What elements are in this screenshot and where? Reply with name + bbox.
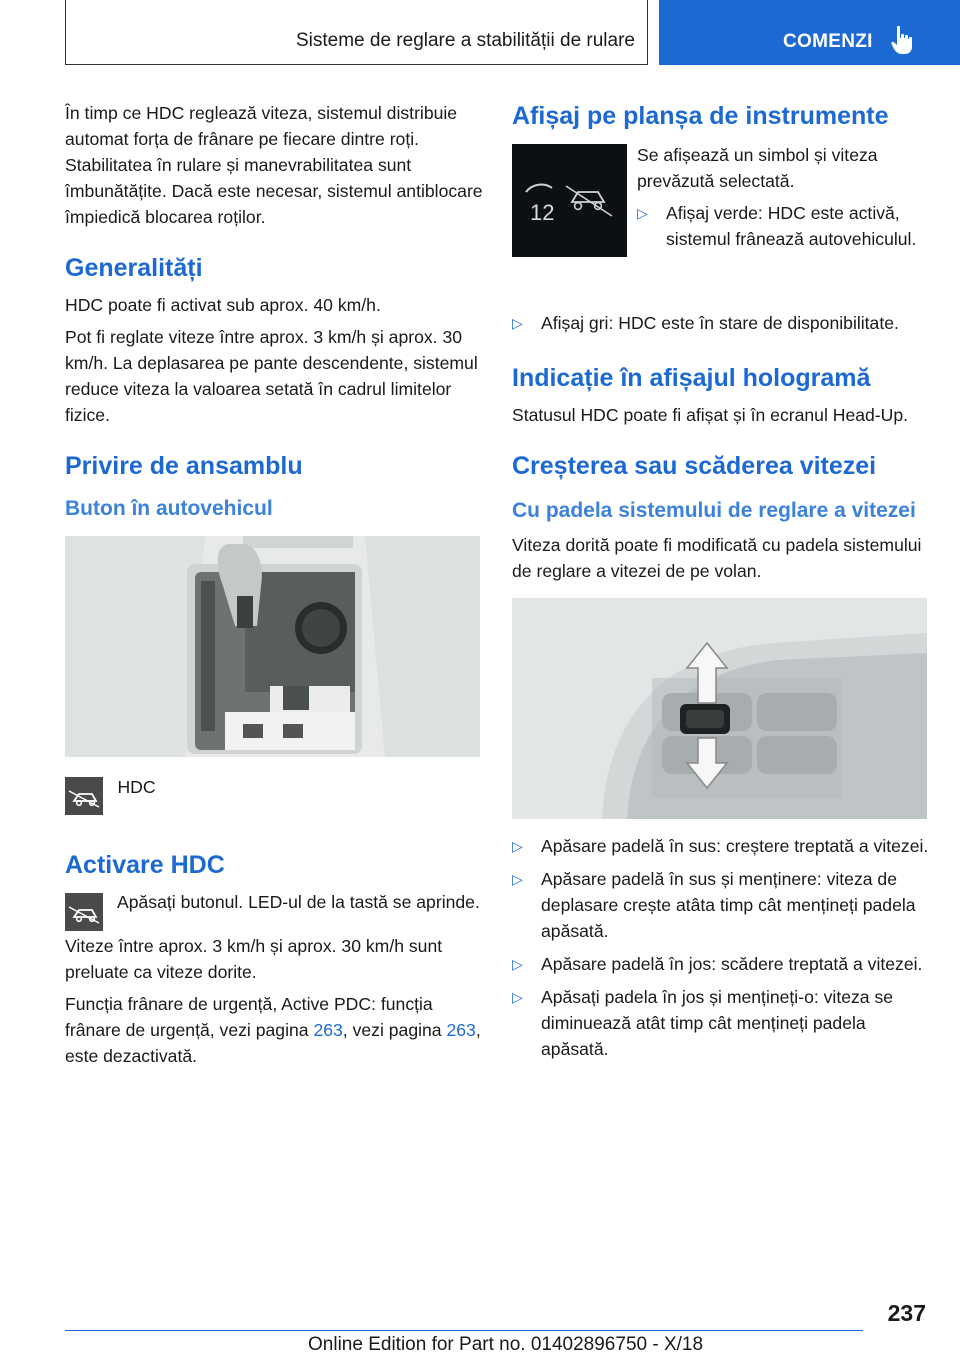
triangle-bullet-icon: ▷	[512, 871, 523, 887]
speed-heading: Creșterea sau scăderea vitezei	[512, 452, 877, 480]
activate-step	[65, 889, 483, 933]
hdc-label: HDC	[117, 777, 156, 797]
triangle-bullet-icon: ▷	[512, 989, 523, 1005]
chapter-label: COMENZI	[783, 31, 873, 52]
activate-paragraph-1: Apăsați butonul. LED-ul de la tastă se aprinde.	[117, 892, 480, 912]
display-paragraph-1: Se afișează un simbol și viteza prevăzută selectată.	[637, 145, 878, 191]
hdc-button-legend	[65, 777, 483, 817]
chapter-tab[interactable]	[659, 0, 960, 65]
triangle-bullet-icon: ▷	[512, 956, 523, 972]
footer-divider	[65, 1330, 863, 1331]
activate-heading: Activare HDC	[65, 851, 225, 879]
list-item: ▷ Afișaj gri: HDC este în stare de disponibilitate.	[512, 310, 930, 336]
general-paragraph-1: HDC poate fi activat sub aprox. 40 km/h.	[65, 295, 381, 315]
list-item: ▷ Apăsați padela în jos și mențineți-o: viteza se diminuează atât timp cât mențineți padela apăsată.	[512, 984, 930, 1062]
hdc-button-icon	[65, 893, 103, 931]
overview-heading: Privire de ansamblu	[65, 452, 303, 480]
display-block	[512, 142, 930, 310]
section-header	[65, 0, 648, 65]
activate-paragraph-3: Funcția frânare de urgență, Active PDC: funcția frânare de urgență, vezi pagina 263, vezi pagina 263, este dezactivată.	[65, 994, 481, 1066]
steering-wheel-paddle-photo	[512, 598, 927, 819]
instrument-cluster-symbol	[512, 144, 627, 257]
display-bullet-list-top	[637, 200, 930, 252]
intro-paragraph: În timp ce HDC reglează viteza, sistemul distribuie automat forța de frânare pe fiecare dintre roți. Stabilitatea în rulare și manevrabilitatea sunt îmbunătățite. Dacă este necesar, sistemul antiblocare împiedică blocarea roților.	[65, 103, 483, 227]
list-item: ▷ Afișaj verde: HDC este activă, sistemul frânează autovehiculul.	[637, 200, 930, 252]
display-speed-text: 12	[530, 200, 555, 225]
paddle-heading: Cu padela sistemului de reglare a vitezei	[512, 499, 916, 522]
right-column	[512, 100, 930, 1069]
hud-paragraph: Statusul HDC poate fi afișat și în ecranul Head-Up.	[512, 405, 909, 425]
list-item: ▷ Apăsare padelă în sus: creștere treptată a vitezei.	[512, 833, 930, 859]
paddle-paragraph: Viteza dorită poate fi modificată cu padela sistemului de reglare a vitezei de pe volan.	[512, 535, 922, 581]
activate-paragraph-2: Viteze între aprox. 3 km/h și aprox. 30 km/h sunt preluate ca viteze dorite.	[65, 936, 443, 982]
pointing-hand-icon	[891, 25, 913, 55]
paddle-bullet-list	[512, 833, 930, 1062]
display-bullet-list-bottom	[512, 310, 930, 336]
hud-heading: Indicație în afișajul hologramă	[512, 364, 871, 392]
center-console-photo	[65, 536, 480, 757]
button-heading: Buton în autovehicul	[65, 497, 273, 520]
list-item: ▷ Apăsare padelă în sus și menținere: viteza de deplasare crește atâta timp cât mențineți padela apăsată.	[512, 866, 930, 944]
hdc-icon	[65, 777, 103, 815]
general-paragraph-2: Pot fi reglate viteze între aprox. 3 km/h și aprox. 30 km/h. La deplasarea pe pante descendente, sistemul reduce viteza la valoarea setată în cadrul limitelor fizice.	[65, 327, 478, 425]
page-link-263-2[interactable]: 263	[446, 1020, 476, 1040]
page-number: 237	[887, 1300, 926, 1326]
left-column	[65, 100, 483, 1075]
triangle-bullet-icon: ▷	[512, 315, 523, 331]
display-heading: Afișaj pe planșa de instrumente	[512, 102, 889, 130]
section-title: Sisteme de reglare a stabilității de rulare	[295, 30, 635, 51]
general-heading: Generalități	[65, 254, 203, 282]
page-link-263[interactable]: 263	[313, 1020, 343, 1040]
list-item: ▷ Apăsare padelă în jos: scădere treptată a vitezei.	[512, 951, 930, 977]
triangle-bullet-icon: ▷	[512, 838, 523, 854]
triangle-bullet-icon: ▷	[637, 205, 648, 221]
edition-text: Online Edition for Part no. 01402896750 - X/18	[308, 1334, 704, 1355]
